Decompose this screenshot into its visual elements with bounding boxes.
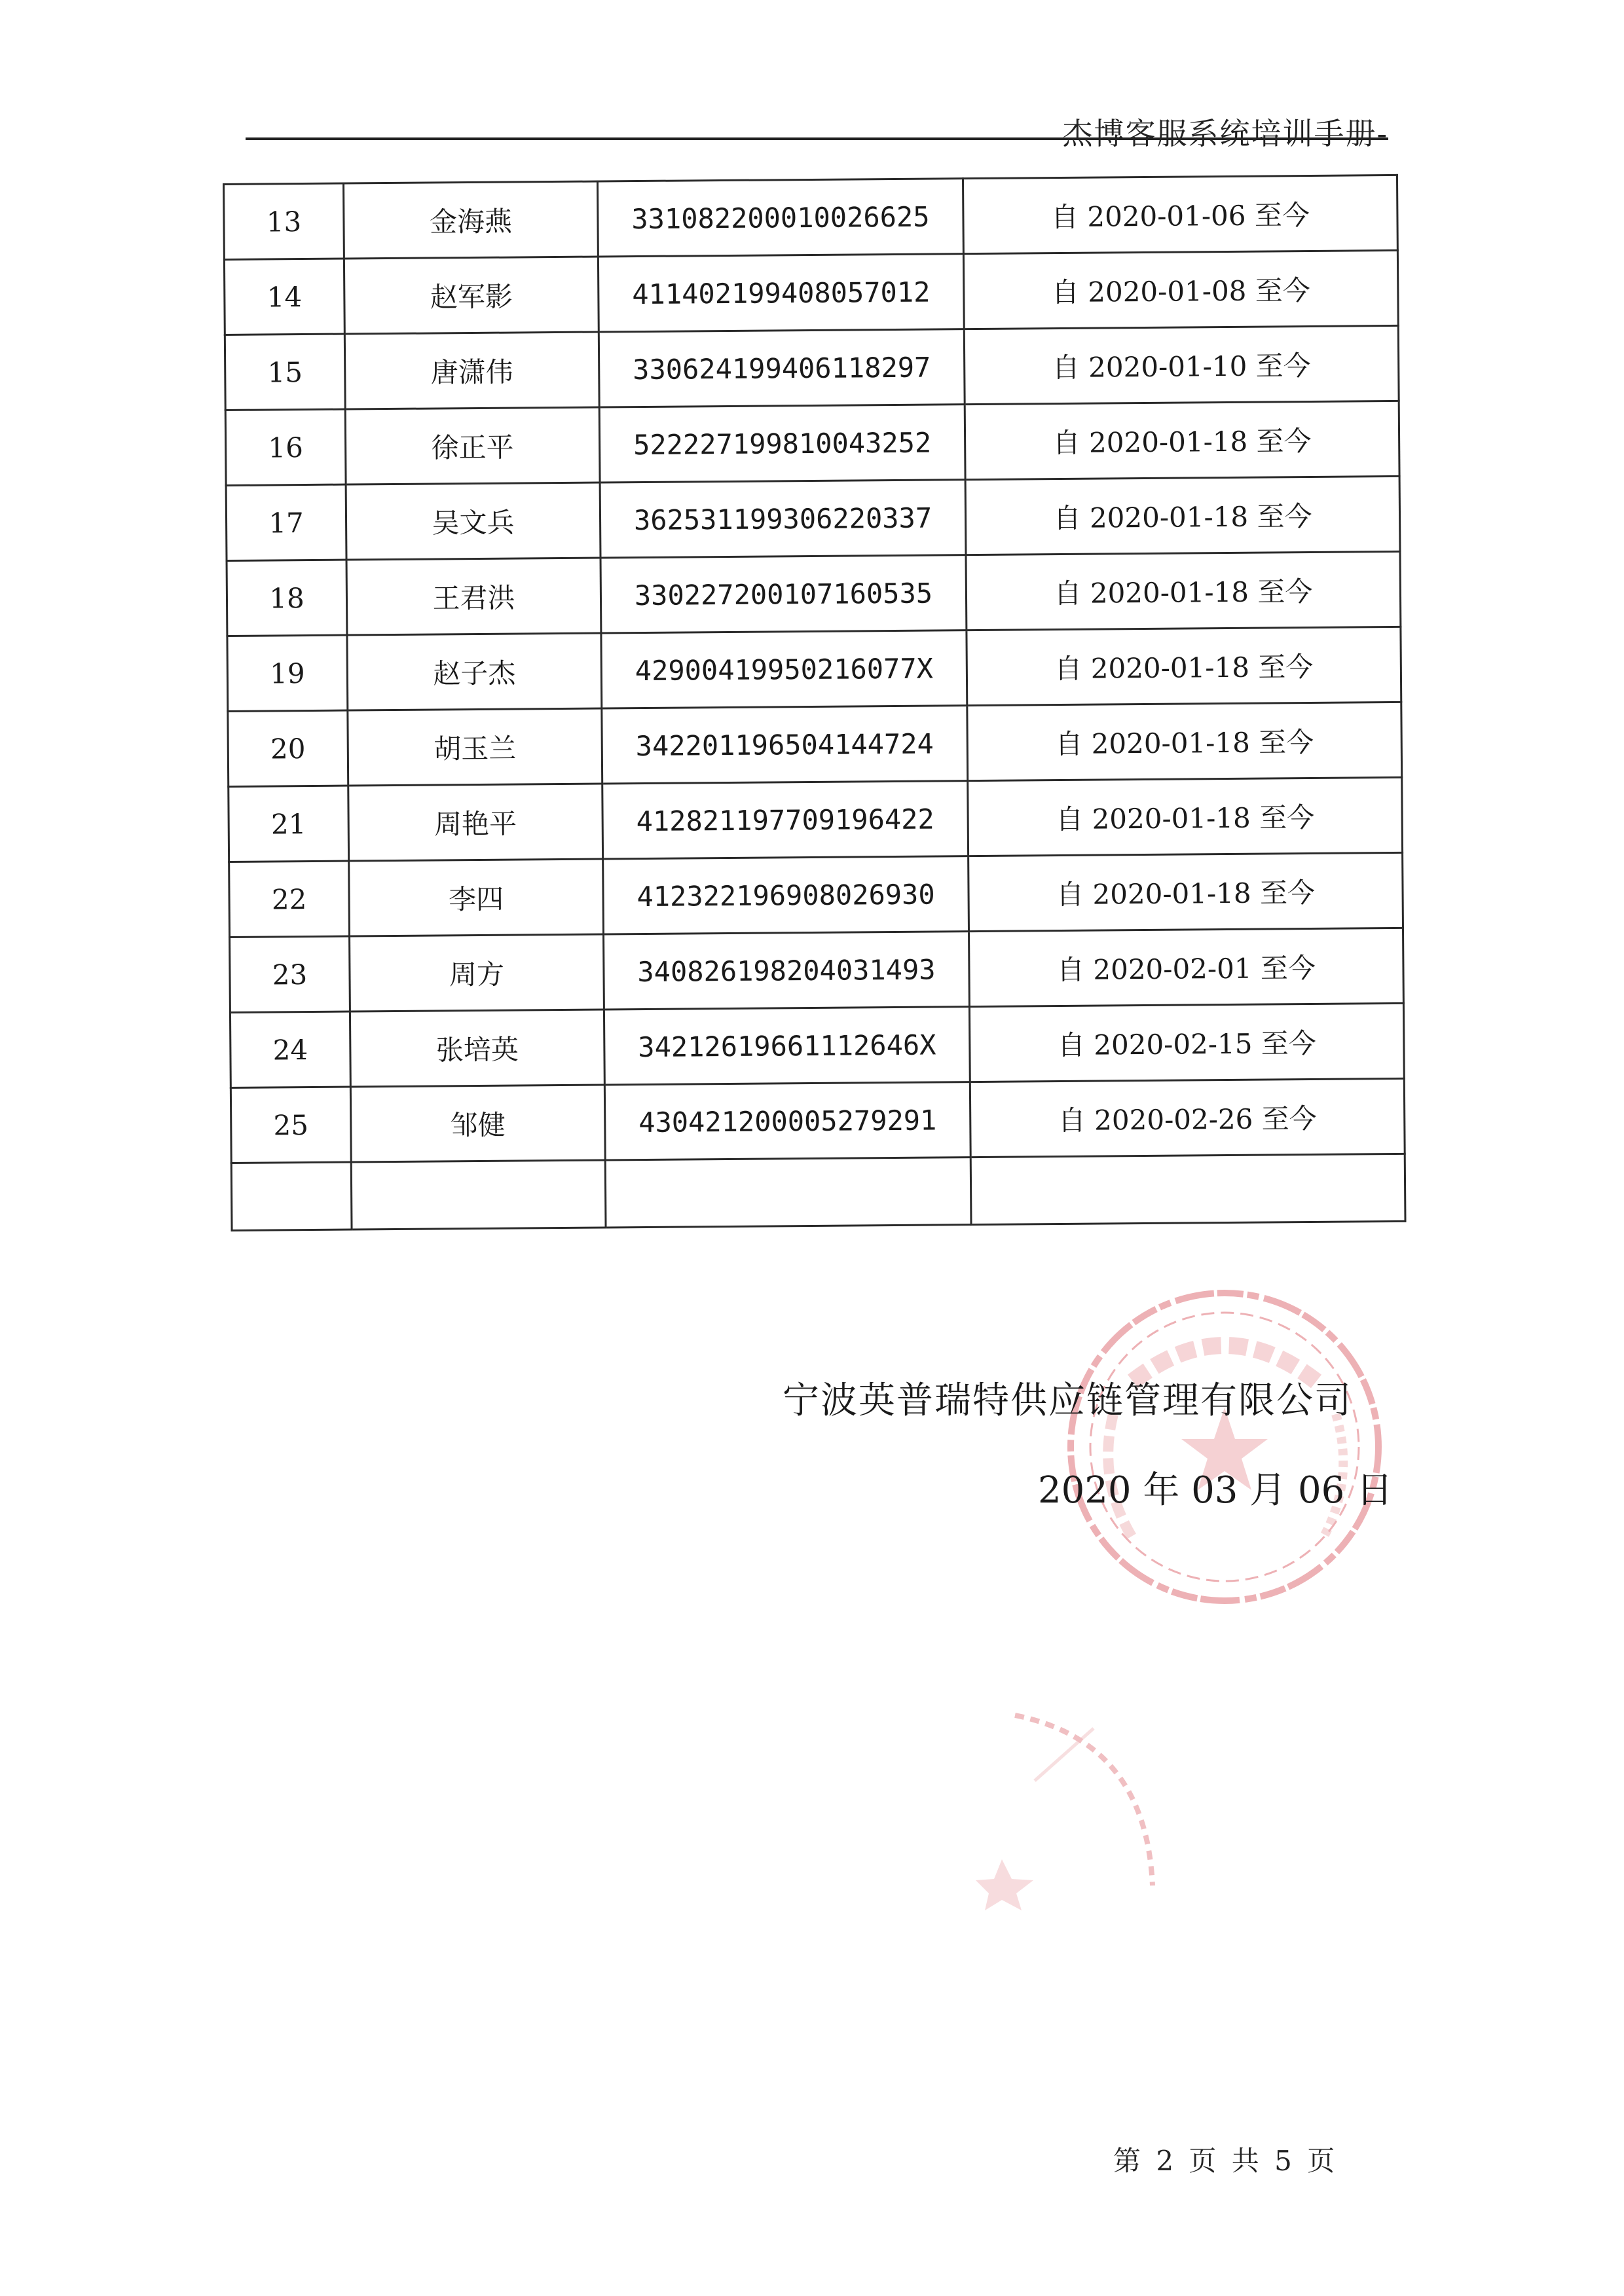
signature-date: 2020 年 03 月 06 日	[1038, 1469, 1393, 1512]
row-number: 18	[227, 560, 347, 636]
partial-seal-star-icon	[976, 1859, 1033, 1910]
company-seal-stamp	[1061, 1283, 1388, 1611]
employee-name: 金海燕	[344, 181, 599, 259]
table-row	[230, 1003, 1404, 1087]
employment-period: 自 2020-01-08 至今	[963, 250, 1398, 329]
id-number: 412322196908026930	[603, 856, 969, 934]
row-number: 25	[231, 1087, 351, 1163]
employee-name: 徐正平	[345, 407, 600, 484]
employment-period: 自 2020-01-18 至今	[967, 702, 1402, 780]
row-number: 15	[225, 334, 345, 410]
partial-seal-line	[1035, 1728, 1094, 1781]
employment-period: 自 2020-01-18 至今	[965, 401, 1399, 479]
row-number: 21	[229, 786, 349, 862]
row-number: 23	[230, 936, 350, 1012]
table-row	[227, 627, 1401, 711]
id-number: 330227200107160535	[600, 555, 967, 633]
employee-name: 邹健	[350, 1085, 605, 1162]
employment-period: 自 2020-02-01 至今	[969, 928, 1404, 1006]
empty-cell	[970, 1154, 1405, 1224]
employee-name: 胡玉兰	[348, 708, 602, 786]
row-number: 20	[228, 710, 348, 786]
employment-period: 自 2020-01-18 至今	[969, 852, 1403, 931]
id-number: 362531199306220337	[600, 480, 966, 558]
employee-name: 唐潇伟	[344, 332, 599, 409]
row-number: 16	[225, 409, 346, 485]
id-number: 42900419950216077X	[601, 630, 967, 708]
table-row	[225, 401, 1399, 485]
row-number: 24	[230, 1011, 350, 1087]
employment-period: 自 2020-01-18 至今	[966, 551, 1401, 630]
id-number: 342201196504144724	[602, 706, 968, 784]
empty-cell	[605, 1157, 971, 1228]
table-row	[231, 1078, 1405, 1163]
empty-cell	[231, 1162, 352, 1230]
partial-seal-arc	[1015, 1715, 1153, 1886]
table-row	[225, 325, 1399, 410]
employment-period: 自 2020-01-18 至今	[968, 777, 1403, 856]
id-number: 331082200010026625	[597, 179, 963, 257]
table-row	[230, 928, 1404, 1012]
document-header-title: 杰博客服系统培训手册-	[1062, 116, 1388, 151]
employee-table-container	[223, 174, 1397, 1231]
partial-seal-impression	[976, 1702, 1172, 1912]
company-signature-name: 宁波英普瑞特供应链管理有限公司	[783, 1379, 1352, 1422]
id-number: 34212619661112646X	[604, 1007, 970, 1085]
employment-period: 自 2020-01-06 至今	[963, 175, 1397, 253]
id-number: 412821197709196422	[602, 781, 969, 859]
table-row	[227, 551, 1401, 636]
id-number: 522227199810043252	[599, 405, 965, 483]
employee-name: 周艳平	[348, 784, 603, 861]
id-number: 340826198204031493	[604, 932, 970, 1010]
id-number: 411402199408057012	[598, 254, 964, 332]
table-row	[226, 476, 1400, 560]
empty-table-row	[231, 1154, 1405, 1230]
employee-name: 王君洪	[346, 558, 601, 635]
table-row	[224, 175, 1398, 259]
employee-name: 赵子杰	[347, 633, 602, 710]
row-number: 13	[224, 183, 344, 259]
employment-period: 自 2020-01-18 至今	[965, 476, 1400, 555]
employment-period: 自 2020-02-26 至今	[970, 1078, 1405, 1157]
table-row	[229, 777, 1403, 862]
id-number: 430421200005279291	[604, 1082, 970, 1160]
row-number: 19	[227, 635, 348, 711]
empty-cell	[351, 1160, 606, 1230]
row-number: 14	[224, 259, 344, 335]
table-row	[229, 852, 1403, 937]
employee-table	[223, 174, 1407, 1231]
header-divider	[246, 137, 1388, 140]
page-number-footer: 第 2 页 共 5 页	[1113, 2145, 1335, 2177]
table-row	[224, 250, 1398, 335]
employee-name: 吴文兵	[346, 483, 600, 560]
id-number: 330624199406118297	[599, 329, 965, 407]
employment-period: 自 2020-01-18 至今	[967, 627, 1401, 705]
row-number: 17	[226, 484, 346, 560]
employment-period: 自 2020-02-15 至今	[969, 1003, 1404, 1082]
row-number: 22	[229, 861, 350, 937]
table-row	[228, 702, 1402, 786]
employee-name: 周方	[350, 934, 604, 1011]
employee-name: 张培英	[350, 1010, 604, 1087]
employment-period: 自 2020-01-10 至今	[964, 325, 1399, 404]
employee-name: 李四	[349, 859, 604, 936]
employee-name: 赵军影	[344, 257, 599, 334]
